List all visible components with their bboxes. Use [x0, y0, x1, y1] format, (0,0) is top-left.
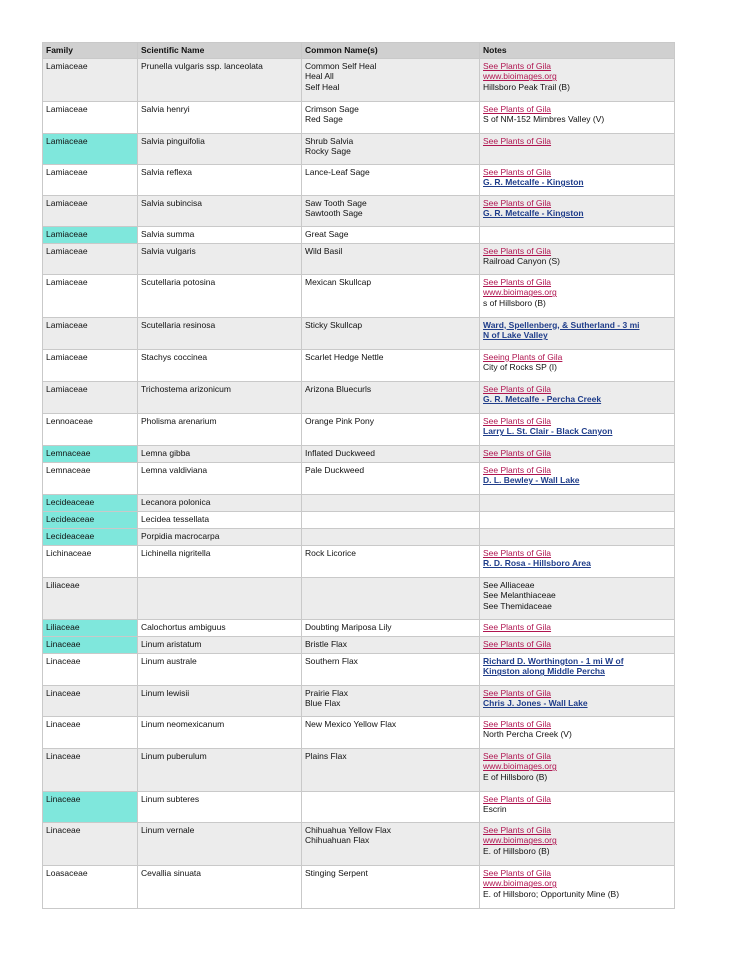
table-row	[43, 494, 675, 511]
cell-scientific-name: Lichinella nigritella	[138, 545, 302, 577]
common-name: Arizona Bluecurls	[305, 383, 372, 394]
cell-family: Lamiaceae	[43, 58, 138, 101]
cell-notes	[480, 791, 675, 822]
note-link[interactable]: www.bioimages.org	[483, 878, 557, 889]
table-row	[43, 685, 675, 716]
table-row	[43, 413, 675, 445]
cell-common-names	[302, 716, 480, 748]
cell-family: Linaceae	[43, 716, 138, 748]
note-text: E of Hillsboro (B)	[483, 771, 548, 782]
cell-family: Lennoaceae	[43, 413, 138, 445]
cell-family: Lamiaceae	[43, 349, 138, 381]
cell-family: Linaceae	[43, 653, 138, 685]
cell-family: Lichinaceae	[43, 545, 138, 577]
note-link[interactable]: See Plants of Gila	[483, 824, 552, 835]
cell-notes	[480, 445, 675, 462]
table-row	[43, 716, 675, 748]
common-name: New Mexico Yellow Flax	[305, 718, 397, 729]
table-row	[43, 164, 675, 195]
cell-notes	[480, 577, 675, 619]
plant-list-table	[42, 42, 675, 909]
note-credit-link[interactable]: G. R. Metcalfe - Kingston	[483, 177, 584, 188]
common-name: Shrub Salvia	[305, 135, 354, 146]
common-name: Rocky Sage	[305, 146, 351, 157]
table-row	[43, 226, 675, 243]
note-credit-link[interactable]: Kingston along Middle Percha	[483, 666, 605, 677]
common-name: Scarlet Hedge Nettle	[305, 351, 384, 362]
common-name: Pale Duckweed	[305, 464, 365, 475]
cell-notes	[480, 164, 675, 195]
cell-family: Lecideaceae	[43, 494, 138, 511]
cell-scientific-name: Linum australe	[138, 653, 302, 685]
note-link[interactable]: See Plants of Gila	[483, 383, 552, 394]
table-row	[43, 791, 675, 822]
cell-common-names	[302, 511, 480, 528]
header-scientific-name: Scientific Name	[138, 43, 302, 59]
cell-family: Loasaceae	[43, 865, 138, 908]
table-row	[43, 748, 675, 791]
table-row	[43, 545, 675, 577]
table-row	[43, 381, 675, 413]
common-name: Doubting Mariposa Lily	[305, 621, 392, 632]
cell-scientific-name: Lemna gibba	[138, 445, 302, 462]
common-name: Bristle Flax	[305, 638, 348, 649]
cell-scientific-name: Linum aristatum	[138, 636, 302, 653]
cell-common-names	[302, 58, 480, 101]
cell-family: Lamiaceae	[43, 164, 138, 195]
note-link[interactable]: See Plants of Gila	[483, 135, 552, 146]
cell-common-names	[302, 494, 480, 511]
note-link[interactable]: See Plants of Gila	[483, 447, 552, 458]
cell-notes	[480, 381, 675, 413]
note-text: s of Hillsboro (B)	[483, 297, 546, 308]
common-name: Stinging Serpent	[305, 867, 368, 878]
cell-common-names	[302, 133, 480, 164]
cell-common-names	[302, 226, 480, 243]
table-row	[43, 653, 675, 685]
cell-notes	[480, 545, 675, 577]
cell-notes	[480, 462, 675, 494]
note-text: City of Rocks SP (I)	[483, 362, 557, 373]
cell-scientific-name: Salvia subincisa	[138, 195, 302, 226]
cell-common-names	[302, 748, 480, 791]
note-credit-link[interactable]: Richard D. Worthington - 1 mi W of	[483, 655, 624, 666]
cell-family: Lamiaceae	[43, 133, 138, 164]
cell-common-names	[302, 445, 480, 462]
cell-common-names	[302, 653, 480, 685]
cell-family: Lamiaceae	[43, 274, 138, 317]
cell-notes	[480, 274, 675, 317]
note-link[interactable]: See Plants of Gila	[483, 687, 552, 698]
cell-scientific-name: Cevallia sinuata	[138, 865, 302, 908]
cell-notes	[480, 716, 675, 748]
table-body	[43, 58, 675, 908]
note-text: See Alliaceae	[483, 579, 535, 590]
cell-notes	[480, 226, 675, 243]
note-credit-link[interactable]: R. D. Rosa - Hillsboro Area	[483, 558, 591, 569]
cell-common-names	[302, 619, 480, 636]
table-row	[43, 349, 675, 381]
table-row	[43, 101, 675, 133]
note-link[interactable]: See Plants of Gila	[483, 718, 552, 729]
cell-family: Linaceae	[43, 791, 138, 822]
note-link[interactable]: See Plants of Gila	[483, 245, 552, 256]
cell-notes	[480, 865, 675, 908]
note-credit-link[interactable]: N of Lake Valley	[483, 330, 548, 341]
cell-family: Lemnaceae	[43, 462, 138, 494]
common-name: Blue Flax	[305, 698, 341, 709]
cell-common-names	[302, 413, 480, 445]
cell-common-names	[302, 101, 480, 133]
cell-scientific-name: Linum subteres	[138, 791, 302, 822]
cell-scientific-name: Scutellaria resinosa	[138, 317, 302, 349]
cell-notes	[480, 317, 675, 349]
cell-family: Lamiaceae	[43, 243, 138, 274]
note-credit-link[interactable]: G. R. Metcalfe - Percha Creek	[483, 394, 602, 405]
header-family: Family	[43, 43, 138, 59]
table-row	[43, 462, 675, 494]
cell-family: Lamiaceae	[43, 317, 138, 349]
common-name: Lance-Leaf Sage	[305, 166, 370, 177]
note-text: Railroad Canyon (S)	[483, 256, 561, 267]
table-row	[43, 577, 675, 619]
cell-family: Liliaceae	[43, 577, 138, 619]
note-text: S of NM-152 Mimbres Valley (V)	[483, 114, 605, 125]
cell-common-names	[302, 545, 480, 577]
cell-common-names	[302, 865, 480, 908]
table-row	[43, 445, 675, 462]
table-row	[43, 243, 675, 274]
cell-scientific-name: Calochortus ambiguus	[138, 619, 302, 636]
note-link[interactable]: See Plants of Gila	[483, 197, 552, 208]
cell-notes	[480, 748, 675, 791]
cell-common-names	[302, 195, 480, 226]
cell-common-names	[302, 685, 480, 716]
note-link[interactable]: See Plants of Gila	[483, 621, 552, 632]
cell-scientific-name: Trichostema arizonicum	[138, 381, 302, 413]
table-row	[43, 636, 675, 653]
cell-scientific-name: Salvia reflexa	[138, 164, 302, 195]
note-link[interactable]: See Plants of Gila	[483, 276, 552, 287]
note-link[interactable]: See Plants of Gila	[483, 793, 552, 804]
cell-notes	[480, 494, 675, 511]
cell-common-names	[302, 528, 480, 545]
common-name: Rock Licorice	[305, 547, 357, 558]
table-row	[43, 133, 675, 164]
note-link[interactable]: See Plants of Gila	[483, 103, 552, 114]
cell-notes	[480, 133, 675, 164]
note-link[interactable]: www.bioimages.org	[483, 71, 557, 82]
note-credit-link[interactable]: Larry L. St. Clair - Black Canyon	[483, 426, 613, 437]
cell-scientific-name: Stachys coccinea	[138, 349, 302, 381]
cell-scientific-name: Linum lewisii	[138, 685, 302, 716]
cell-family: Linaceae	[43, 636, 138, 653]
note-link[interactable]: Seeing Plants of Gila	[483, 351, 563, 362]
cell-notes	[480, 101, 675, 133]
cell-scientific-name: Scutellaria potosina	[138, 274, 302, 317]
note-text: E. of Hillsboro; Opportunity Mine (B)	[483, 888, 620, 899]
note-text: E. of Hillsboro (B)	[483, 845, 550, 856]
common-name: Chihuahua Yellow Flax	[305, 824, 392, 835]
note-link[interactable]: See Plants of Gila	[483, 166, 552, 177]
note-link[interactable]: See Plants of Gila	[483, 547, 552, 558]
table-row	[43, 195, 675, 226]
cell-scientific-name: Salvia vulgaris	[138, 243, 302, 274]
common-name: Sticky Skullcap	[305, 319, 363, 330]
note-text: See Melanthiaceae	[483, 590, 556, 601]
common-name: Inflated Duckweed	[305, 447, 375, 458]
cell-notes	[480, 528, 675, 545]
cell-notes	[480, 636, 675, 653]
cell-family: Lamiaceae	[43, 381, 138, 413]
cell-notes	[480, 619, 675, 636]
note-link[interactable]: See Plants of Gila	[483, 60, 552, 71]
common-name: Southern Flax	[305, 655, 358, 666]
cell-notes	[480, 349, 675, 381]
note-credit-link[interactable]: Chris J. Jones - Wall Lake	[483, 698, 588, 709]
common-name: Common Self Heal	[305, 60, 377, 71]
table-row	[43, 528, 675, 545]
common-name: Crimson Sage	[305, 103, 359, 114]
cell-common-names	[302, 462, 480, 494]
cell-common-names	[302, 577, 480, 619]
cell-notes	[480, 58, 675, 101]
common-name: Mexican Skullcap	[305, 276, 372, 287]
cell-notes	[480, 195, 675, 226]
cell-common-names	[302, 317, 480, 349]
cell-family: Lecideaceae	[43, 511, 138, 528]
common-name: Wild Basil	[305, 245, 343, 256]
cell-scientific-name	[138, 577, 302, 619]
note-text: See Themidaceae	[483, 600, 552, 611]
cell-notes	[480, 413, 675, 445]
cell-common-names	[302, 791, 480, 822]
cell-family: Lamiaceae	[43, 226, 138, 243]
cell-scientific-name: Lecidea tessellata	[138, 511, 302, 528]
note-text: Escrin	[483, 804, 507, 815]
cell-scientific-name: Linum vernale	[138, 822, 302, 865]
cell-scientific-name: Lemna valdiviana	[138, 462, 302, 494]
note-link[interactable]: www.bioimages.org	[483, 287, 557, 298]
cell-scientific-name: Salvia pinguifolia	[138, 133, 302, 164]
note-link[interactable]: See Plants of Gila	[483, 750, 552, 761]
cell-scientific-name: Lecanora polonica	[138, 494, 302, 511]
note-link[interactable]: See Plants of Gila	[483, 638, 552, 649]
cell-scientific-name: Linum neomexicanum	[138, 716, 302, 748]
cell-family: Linaceae	[43, 822, 138, 865]
cell-scientific-name: Salvia henryi	[138, 101, 302, 133]
table-row	[43, 511, 675, 528]
note-text: Hillsboro Peak Trail (B)	[483, 81, 570, 92]
common-name: Chihuahuan Flax	[305, 835, 370, 846]
table-row	[43, 58, 675, 101]
cell-notes	[480, 822, 675, 865]
cell-notes	[480, 511, 675, 528]
note-link[interactable]: See Plants of Gila	[483, 415, 552, 426]
cell-family: Lamiaceae	[43, 101, 138, 133]
cell-common-names	[302, 243, 480, 274]
note-credit-link[interactable]: D. L. Bewley - Wall Lake	[483, 475, 580, 486]
cell-common-names	[302, 274, 480, 317]
note-link[interactable]: See Plants of Gila	[483, 867, 552, 878]
cell-common-names	[302, 349, 480, 381]
common-name: Self Heal	[305, 81, 340, 92]
header-row	[43, 43, 675, 59]
common-name: Great Sage	[305, 228, 349, 239]
header-common-names: Common Name(s)	[302, 43, 480, 59]
cell-common-names	[302, 164, 480, 195]
common-name: Sawtooth Sage	[305, 208, 363, 219]
note-credit-link[interactable]: G. R. Metcalfe - Kingston	[483, 208, 584, 219]
cell-family: Liliaceae	[43, 619, 138, 636]
cell-family: Lemnaceae	[43, 445, 138, 462]
note-credit-link[interactable]: Ward, Spellenberg, & Sutherland - 3 mi	[483, 319, 640, 330]
common-name: Prairie Flax	[305, 687, 348, 698]
cell-family: Lamiaceae	[43, 195, 138, 226]
table-row	[43, 274, 675, 317]
table-row	[43, 822, 675, 865]
cell-common-names	[302, 381, 480, 413]
note-text: North Percha Creek (V)	[483, 729, 572, 740]
header-notes: Notes	[480, 43, 675, 59]
note-link[interactable]: www.bioimages.org	[483, 761, 557, 772]
note-link[interactable]: See Plants of Gila	[483, 464, 552, 475]
common-name: Plains Flax	[305, 750, 347, 761]
common-name: Heal All	[305, 71, 334, 82]
common-name: Red Sage	[305, 114, 343, 125]
cell-notes	[480, 243, 675, 274]
cell-family: Lecideaceae	[43, 528, 138, 545]
cell-common-names	[302, 636, 480, 653]
cell-notes	[480, 685, 675, 716]
table-row	[43, 865, 675, 908]
cell-scientific-name: Pholisma arenarium	[138, 413, 302, 445]
table-row	[43, 619, 675, 636]
cell-scientific-name: Porpidia macrocarpa	[138, 528, 302, 545]
table-row	[43, 317, 675, 349]
cell-scientific-name: Linum puberulum	[138, 748, 302, 791]
cell-common-names	[302, 822, 480, 865]
common-name: Saw Tooth Sage	[305, 197, 367, 208]
cell-family: Linaceae	[43, 685, 138, 716]
cell-notes	[480, 653, 675, 685]
cell-scientific-name: Salvia summa	[138, 226, 302, 243]
cell-family: Linaceae	[43, 748, 138, 791]
note-link[interactable]: www.bioimages.org	[483, 835, 557, 846]
cell-scientific-name: Prunella vulgaris ssp. lanceolata	[138, 58, 302, 101]
common-name: Orange Pink Pony	[305, 415, 374, 426]
